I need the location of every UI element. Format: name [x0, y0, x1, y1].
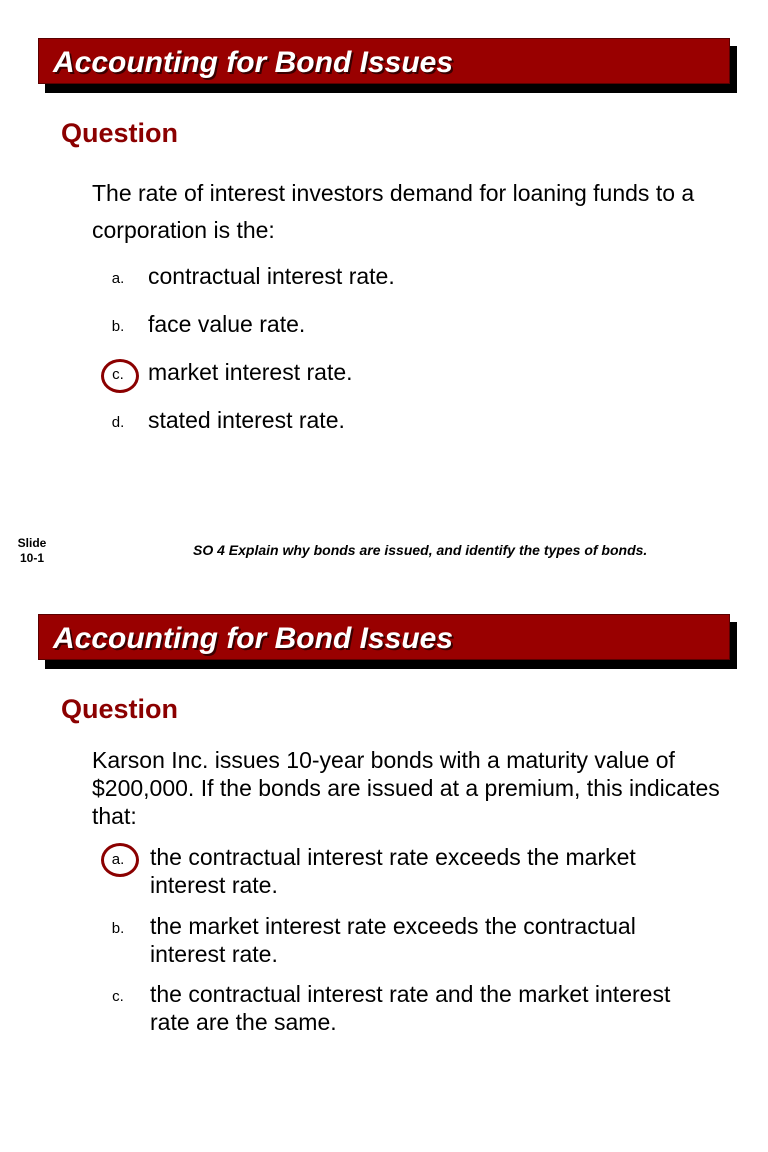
option-text: face value rate. [148, 311, 306, 337]
slide-number-value: 10-1 [19, 551, 45, 565]
option-text: the market interest rate exceeds the contractual interest rate. [150, 913, 636, 967]
option-letter: b. [111, 920, 125, 937]
title-banner [38, 614, 730, 660]
option-text: the contractual interest rate and the market interest rate are the same. [150, 981, 671, 1035]
study-objective: SO 4 Explain why bonds are issued, and identify the types of bonds. [193, 542, 648, 558]
question-text: The rate of interest investors demand for loaning funds to a corporation is the: [92, 180, 695, 243]
slide-label: Slide [17, 536, 47, 550]
option-c [0, 980, 768, 1040]
option-text: contractual interest rate. [148, 263, 395, 289]
question-text: Karson Inc. issues 10-year bonds with a maturity value of $200,000. If the bonds are issued at a premium, this indicates that: [92, 747, 720, 829]
option-b [0, 912, 768, 972]
option-text: stated interest rate. [148, 407, 345, 433]
option-letter: b. [111, 318, 125, 335]
slide-title: Accounting for Bond Issues [53, 46, 454, 79]
slide-number [14, 536, 50, 566]
question-heading: Question [61, 694, 179, 724]
slide-title: Accounting for Bond Issues [53, 622, 454, 655]
option-letter: a. [111, 270, 125, 287]
option-text: market interest rate. [148, 359, 353, 385]
option-letter: c. [112, 366, 124, 383]
question-heading: Question [61, 118, 179, 148]
option-text: the contractual interest rate exceeds the market interest rate. [150, 844, 636, 898]
option-a [0, 843, 768, 903]
option-letter: c. [112, 988, 124, 1005]
option-d [0, 407, 768, 467]
option-letter: a. [111, 851, 125, 868]
title-banner [38, 38, 730, 84]
option-letter: d. [111, 414, 125, 431]
